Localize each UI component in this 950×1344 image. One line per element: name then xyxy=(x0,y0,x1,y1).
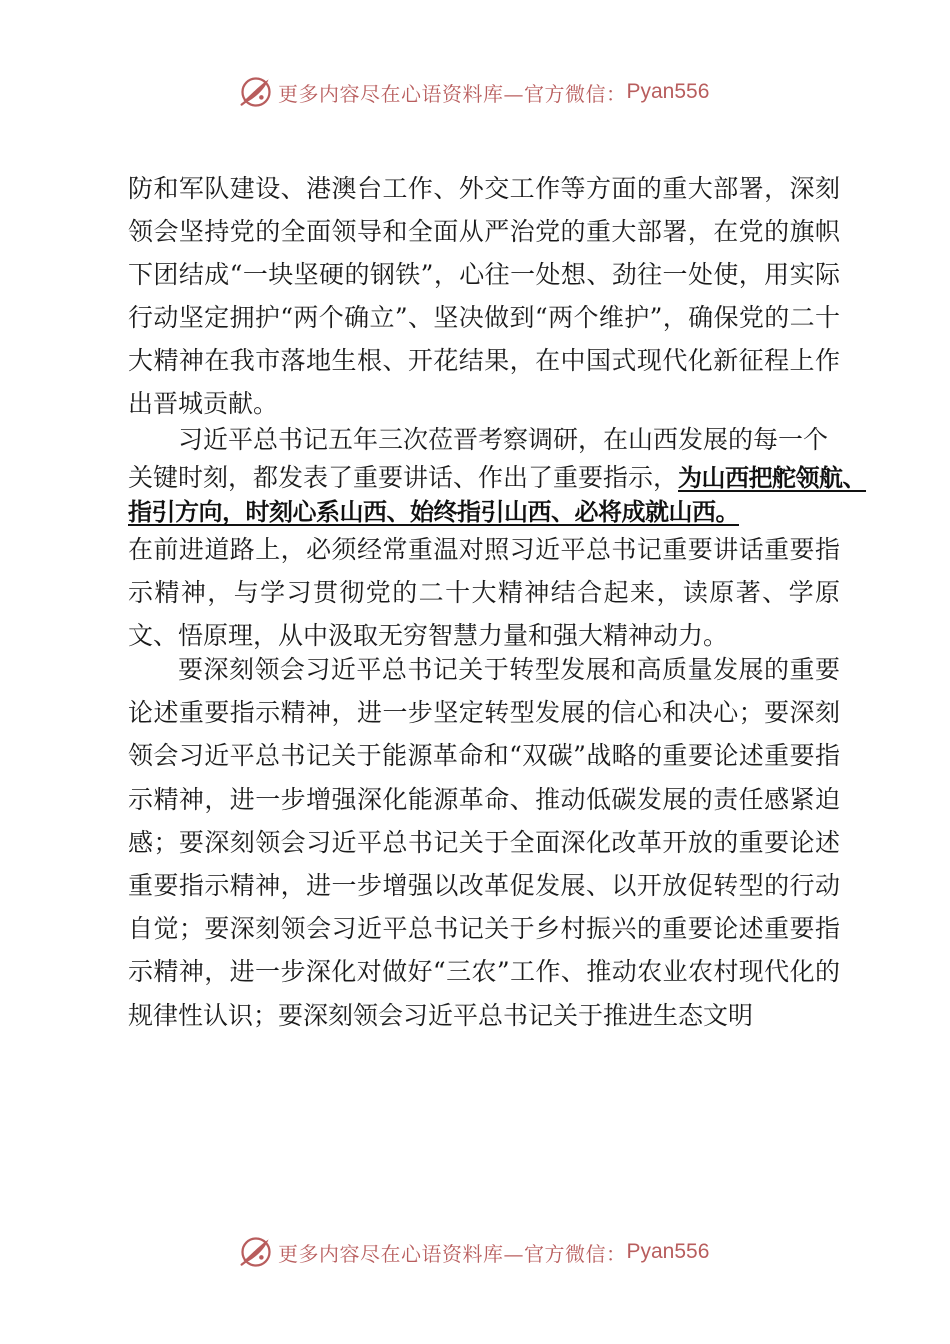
paragraph-2-line-2-plain: 关键时刻，都发表了重要讲话、作出了重要指示， xyxy=(128,463,679,492)
paragraph-3-text: 在前进道路上，必须经常重温对照习近平总书记重要讲话重要指示精神，与学习贯彻党的二十大精神结合起来，读原著、学原文、悟原理，从中汲取无穷智慧力量和强大精神动力。 xyxy=(128,535,840,650)
paragraph-2-emphasis-2: 指引方向，时刻心系山西、始终指引山西、必将成就山西。 xyxy=(128,498,739,526)
header-watermark xyxy=(238,72,758,112)
watermark-wechat-id: Pyan556 xyxy=(626,80,710,103)
quill-logo-icon xyxy=(238,1234,274,1270)
paragraph-1-text: 防和军队建设、港澳台工作、外交工作等方面的重大部署，深刻领会坚持党的全面领导和全面从严治党的重大部署，在党的旗帜下团结成“一块坚硬的钢铁”，心往一处想、劲往一处使，用实际行动坚定拥护“两个确立”、坚决做到“两个维护”，确保党的二十大精神在我市落地生根、开花结果，在中国式现代化新征程上作出晋城贡献。 xyxy=(128,174,840,418)
paragraph-4 xyxy=(128,648,840,1037)
paragraph-3 xyxy=(128,528,840,657)
footer-watermark xyxy=(238,1232,758,1272)
paragraph-4-text: 要深刻领会习近平总书记关于转型发展和高质量发展的重要论述重要指示精神，进一步坚定转型发展的信心和决心；要深刻领会习近平总书记关于能源革命和“双碳”战略的重要论述重要指示精神，进一步增强深化能源革命、推动低碳发展的责任感紧迫感；要深刻领会习近平总书记关于全面深化改革开放的重要论述重要指示精神，进一步增强以改革促发展、以开放促转型的行动自觉；要深刻领会习近平总书记关于乡村振兴的重要论述重要指示精神，进一步深化对做好“三农”工作、推动农业农村现代化的规律性认识；要深刻领会习近平总书记关于推进生态文明 xyxy=(128,655,840,1030)
watermark-wechat-id: Pyan556 xyxy=(626,1240,710,1263)
quill-logo-icon xyxy=(238,74,274,110)
paragraph-1 xyxy=(128,167,840,425)
paragraph-2-line-2 xyxy=(128,458,866,494)
watermark-text: 更多内容尽在心语资料库—官方微信： xyxy=(278,81,627,106)
paragraph-2-line-3 xyxy=(128,492,739,527)
paragraph-2-line-1: 习近平总书记五年三次莅晋考察调研，在山西发展的每一个 xyxy=(178,425,829,454)
watermark-text: 更多内容尽在心语资料库—官方微信： xyxy=(278,1241,627,1266)
paragraph-2-emphasis-1: 为山西把舵领航、 xyxy=(678,464,867,492)
